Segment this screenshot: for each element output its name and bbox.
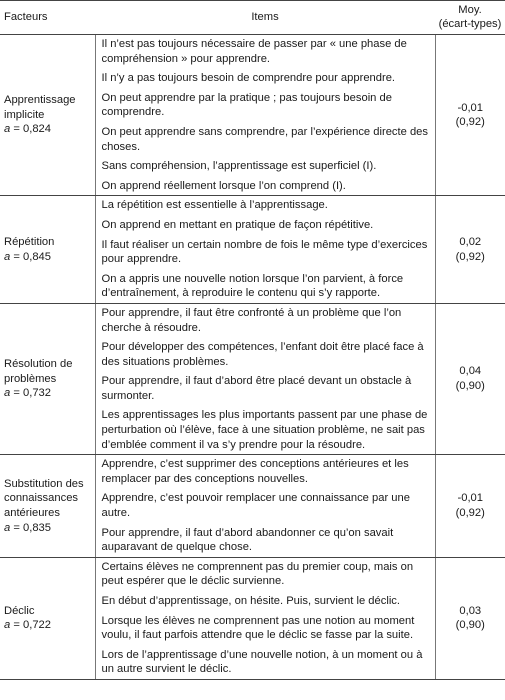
item-text: Apprendre, c’est supprimer des conceptions antérieures et les remplacer par des conceptions nouvelles. (101, 458, 409, 485)
item-text: Certains élèves ne comprennent pas du premier coup, mais on peut espérer que le déclic survienne. (101, 560, 414, 588)
alpha-symbol: a (4, 250, 11, 263)
mean-cell (435, 35, 505, 196)
factor-name: Répétition (4, 236, 55, 249)
header-row (0, 1, 505, 35)
factor-alpha (4, 250, 93, 265)
item-text: On peut apprendre par la pratique ; pas toujours besoin de comprendre. (101, 91, 392, 119)
factor-cell (0, 455, 95, 558)
factor-name: Substitution des connaissances antérieures (4, 477, 84, 520)
factor-row (0, 557, 505, 679)
items-cell (95, 455, 435, 558)
item-text: On peut apprendre sans comprendre, par l’expérience directe des choses. (101, 125, 428, 153)
item-text: On a appris une nouvelle notion lorsque l’on parvient, à force d’entraînement, à reproduire le contenu qui s’y rapporte. (101, 272, 404, 300)
header-factors: Facteurs (0, 1, 95, 35)
item-text: Il n’est pas toujours nécessaire de passer par « une phase de compréhension » pour apprendre. (101, 38, 407, 65)
mean-value: 0,02 (459, 236, 482, 249)
item-text: Les apprentissages les plus importants passent par une phase de perturbation où l’élève, face à une situation problème, ne sait pas d’emblée comment il va s’y prendre pour la résoudre. (101, 409, 428, 451)
factor-cell (0, 303, 95, 454)
table-body (0, 35, 505, 680)
header-mean-label: Moy. (458, 4, 482, 16)
factor-alpha (4, 386, 93, 401)
sd-value: (0,92) (455, 507, 485, 520)
factor-name: Déclic (4, 604, 35, 617)
sd-value: (0,92) (455, 250, 485, 263)
items-cell (95, 303, 435, 454)
alpha-value: = 0,722 (10, 619, 51, 632)
items-cell (95, 557, 435, 679)
factor-name: Résolution de problèmes (4, 358, 73, 385)
header-mean (435, 1, 505, 35)
alpha-symbol: a (4, 521, 11, 534)
factor-cell (0, 196, 95, 304)
factor-alpha (4, 521, 93, 536)
item-text: Pour apprendre, il faut être confronté à un problème que l’on cherche à résoudre. (101, 306, 402, 334)
alpha-value: = 0,835 (10, 521, 51, 534)
alpha-value: = 0,824 (10, 123, 51, 136)
item-text: Pour développer des compétences, l’enfant doit être placé face à des situations problèmes. (101, 341, 424, 368)
alpha-symbol: a (4, 619, 11, 632)
alpha-value: = 0,845 (10, 250, 51, 263)
factor-cell (0, 35, 95, 196)
mean-cell (435, 303, 505, 454)
mean-cell (435, 196, 505, 304)
item-text: En début d’apprentissage, on hésite. Puis, survient le déclic. (101, 595, 401, 607)
item-text: Pour apprendre, il faut d’abord être placé devant un obstacle à surmonter. (101, 375, 412, 402)
sd-value: (0,92) (455, 116, 485, 129)
factor-alpha (4, 618, 93, 633)
item-text: Lorsque les élèves ne comprennent pas une notion au moment voulu, il faut parfois attendre que le déclic se fasse par la suite. (101, 614, 415, 642)
mean-cell (435, 557, 505, 679)
factor-row (0, 455, 505, 558)
header-sd-label: (écart-types) (438, 17, 502, 30)
item-text: Pour apprendre, il faut d’abord abandonner ce qu’on savait auparavant de quelque chose. (101, 526, 394, 554)
alpha-symbol: a (4, 387, 11, 400)
mean-value: -0,01 (457, 101, 483, 114)
item-text: Lors de l’apprentissage d’une nouvelle notion, à un moment ou à un autre survient le déclic. (101, 648, 423, 676)
item-text: On apprend en mettant en pratique de façon répétitive. (101, 218, 374, 231)
item-text: Sans compréhension, l’apprentissage est superficiel (I). (101, 160, 377, 173)
items-cell (95, 196, 435, 304)
item-text: On apprend réellement lorsque l’on comprend (I). (101, 179, 346, 192)
factor-name: Apprentissage implicite (4, 94, 76, 121)
header-items: Items (95, 1, 435, 35)
factor-alpha (4, 122, 93, 137)
mean-value: 0,04 (459, 365, 482, 378)
factor-row (0, 303, 505, 454)
mean-value: 0,03 (459, 604, 482, 617)
item-text: Il n’y a pas toujours besoin de comprendre pour apprendre. (101, 72, 396, 85)
mean-cell (435, 455, 505, 558)
sd-value: (0,90) (455, 380, 485, 393)
sd-value: (0,90) (455, 619, 485, 632)
alpha-symbol: a (4, 123, 11, 136)
factor-cell (0, 557, 95, 679)
item-text: Il faut réaliser un certain nombre de fois le même type d’exercices pour apprendre. (101, 238, 428, 266)
items-cell (95, 35, 435, 196)
factor-row (0, 196, 505, 304)
item-text: La répétition est essentielle à l’apprentissage. (101, 199, 328, 212)
alpha-value: = 0,732 (10, 387, 51, 400)
item-text: Apprendre, c’est pouvoir remplacer une connaissance par une autre. (101, 492, 410, 520)
mean-value: -0,01 (457, 492, 483, 505)
factor-row (0, 35, 505, 196)
